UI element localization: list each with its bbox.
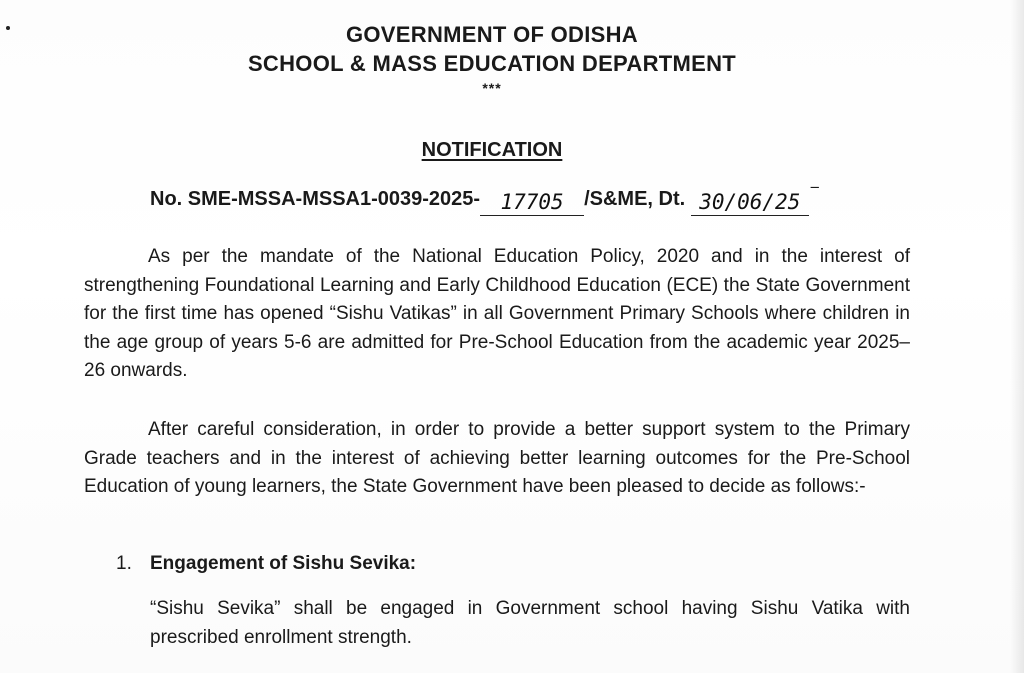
- list-item-label: Engagement of Sishu Sevika:: [150, 553, 417, 574]
- notification-title: NOTIFICATION: [421, 139, 563, 161]
- reference-prefix: No. SME-MSSA-MSSA1-0039-2025-: [150, 188, 481, 210]
- reference-date-blank: [691, 190, 809, 216]
- reference-line: [150, 186, 819, 212]
- heading-stars: ***: [482, 80, 502, 96]
- handwritten-dash-mark: ‾: [810, 184, 819, 203]
- list-item-number: 1.: [116, 553, 132, 574]
- govt-heading: GOVERNMENT OF ODISHA: [345, 22, 638, 47]
- reference-mid: /S&ME, Dt.: [584, 188, 686, 210]
- reference-date-handwritten: 30/06/25: [699, 190, 801, 214]
- paragraph-nep-mandate: As per the mandate of the National Education Policy, 2020 and in the interest of strengthening Foundational Learning and Early Childhood Education (ECE) the State Government for the first time has opened “Sishu Vatikas” in all Government Primary Schools where children in the age group of years 5-6 are admitted for Pre-School Education from the academic year 2025–26 onwards.: [84, 246, 910, 381]
- reference-number-blank: [480, 190, 584, 216]
- reference-number-handwritten: 17705: [500, 190, 564, 214]
- department-heading: SCHOOL & MASS EDUCATION DEPARTMENT: [247, 51, 737, 76]
- list-item-heading: [116, 553, 416, 575]
- paragraph-decision: After careful consideration, in order to provide a better support system to the Primary Grade teachers and in the interest of achieving better learning outcomes for the Pre-School Education of young learners, the State Government have been pleased to decide as follows:-: [84, 419, 910, 497]
- list-item-text: “Sishu Sevika” shall be engaged in Government school having Sishu Vatika with prescribed enrollment strength.: [150, 598, 910, 648]
- page-edge-shadow: [1010, 0, 1024, 673]
